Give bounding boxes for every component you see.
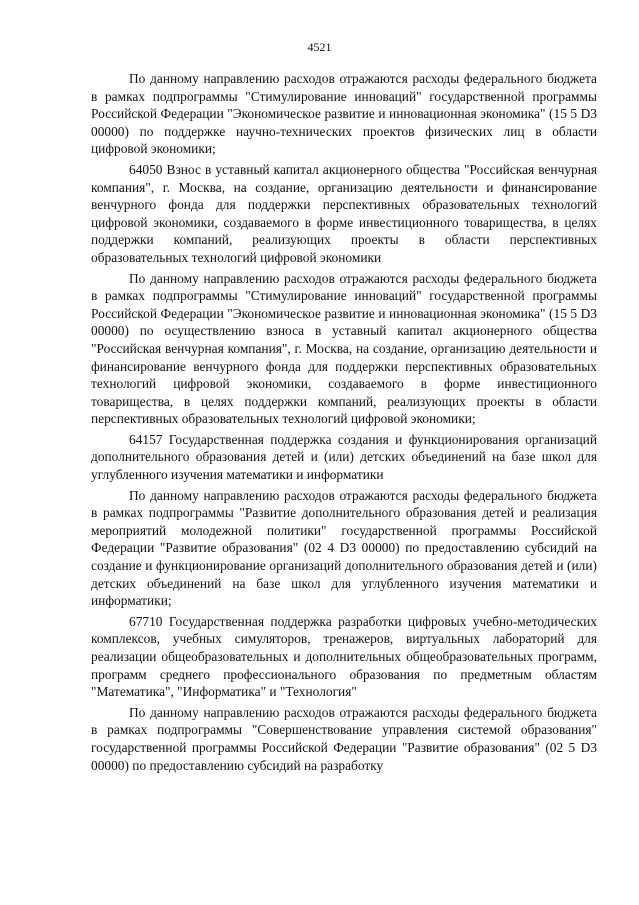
paragraph-expense-description: По данному направлению расходов отражаются расходы федерального бюджета в рамках подпрограммы "Стимулирование инноваций" государственной программы Российской Федерации "Экономическое развитие и инновационная экономика" (15 5 D3 00000) по осуществлению взноса в уставный капитал акционерного общества "Российская венчурная компания", г. Москва, на создание, организацию деятельности и финансирование венчурного фонда для поддержки перспективных образовательных технологий цифровой экономики, создаваемого в форме инвестиционного товарищества, в целях поддержки компаний, реализующих проекты в области перспективных образовательных технологий цифровой экономики; [91,270,597,427]
page-number: 4521 [307,40,332,54]
paragraph-code-64050: 64050 Взнос в уставный капитал акционерного общества "Российская венчурная компания", г. Москва, на создание, организацию деятельности и финансирование венчурного фонда для поддержки перспективных образовательных технологий цифровой экономики, создаваемого в форме инвестиционного товарищества, в целях поддержки компаний, реализующих проекты в области перспективных образовательных технологий цифровой экономики [91,161,597,265]
paragraph-expense-description: По данному направлению расходов отражаются расходы федерального бюджета в рамках подпрограммы "Совершенствование управления системой образования" государственной программы Российской Федерации "Развитие образования" (02 5 D3 00000) по предоставлению субсидий на разработку [91,704,597,773]
paragraph-code-64157: 64157 Государственная поддержка создания и функционирования организаций дополнительного образования детей и (или) детских объединений на базе школ для углубленного изучения математики и информатики [91,431,597,483]
paragraph-code-67710: 67710 Государственная поддержка разработки цифровых учебно-методических комплексов, учебных симуляторов, тренажеров, виртуальных лабораторий для реализации общеобразовательных и дополнительных общеобразовательных программ, программ среднего профессионального образования по предметным областям "Математика", "Информатика" и "Технология" [91,613,597,700]
paragraph-expense-description: По данному направлению расходов отражаются расходы федерального бюджета в рамках подпрограммы "Развитие дополнительного образования детей и реализация мероприятий молодежной политики" государственной программы Российской Федерации "Развитие образования" (02 4 D3 00000) по предоставлению субсидий на создание и функционирование организаций дополнительного образования детей и (или) детских объединений на базе школ для углубленного изучения математики и информатики; [91,487,597,609]
document-body [91,70,597,777]
paragraph-expense-description: По данному направлению расходов отражаются расходы федерального бюджета в рамках подпрограммы "Стимулирование инноваций" государственной программы Российской Федерации "Экономическое развитие и инновационная экономика" (15 5 D3 00000) по поддержке научно-технических проектов физических лиц в области цифровой экономики; [91,71,597,157]
